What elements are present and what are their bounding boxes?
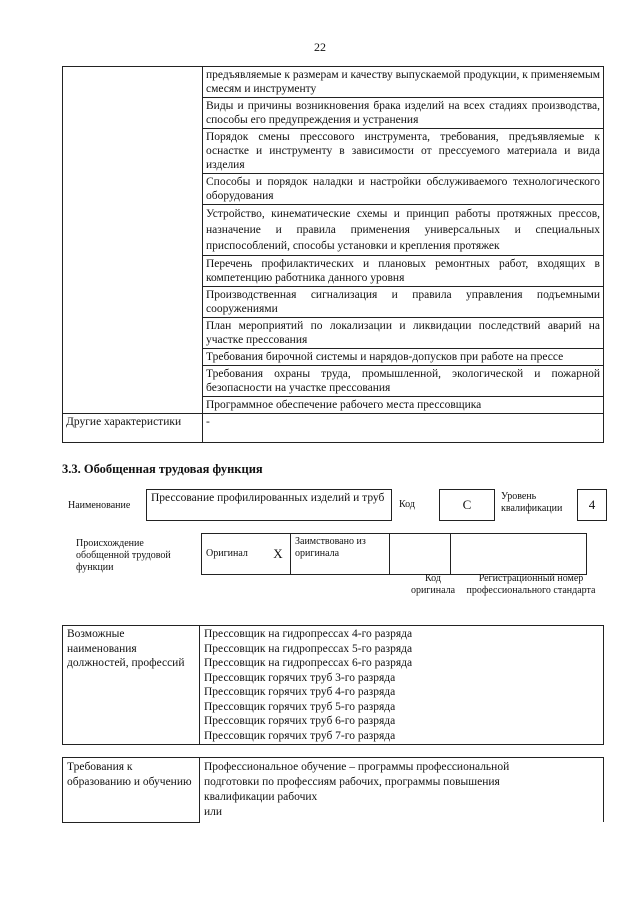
code-original-cell	[390, 534, 451, 575]
position-item: Прессовщик горячих труб 7-го разряда	[204, 729, 396, 742]
education-line: Профессиональное обучение – программы профессиональной	[204, 761, 510, 773]
knowledge-item: План мероприятий по локализации и ликвидации последствий аварий на участке прессования	[203, 318, 604, 349]
knowledge-item: Программное обеспечение рабочего места прессовщика	[203, 397, 604, 414]
function-name-field: Прессование профилированных изделий и труб	[146, 489, 392, 521]
education-line: или	[204, 806, 223, 818]
origin-label: Происхождение обобщенной трудовой функции	[76, 538, 171, 573]
knowledge-item: предъявляемые к размерам и качеству выпускаемой продукции, к применяемым смесям и инструменту	[203, 67, 604, 98]
naming-label: Наименование	[68, 500, 131, 511]
knowledge-item: Устройство, кинематические схемы и принцип работы протяжных прессов, назначение и правила применения универсальных и специальных приспособлений, способы установки и крепления протяжек	[203, 205, 604, 256]
other-characteristics-label: Другие характеристики	[63, 414, 203, 443]
other-characteristics-value: -	[203, 414, 604, 443]
position-item: Прессовщик горячих труб 3-го разряда	[204, 671, 396, 684]
position-item: Прессовщик на гидропрессах 5-го разряда	[204, 642, 413, 655]
knowledge-item: Требования охраны труда, промышленной, экологической и пожарной безопасности на участке прессования	[203, 366, 604, 397]
table-row	[63, 414, 604, 443]
knowledge-item: Требования бирочной системы и нарядов-допусков при работе на прессе	[203, 349, 604, 366]
education-line: подготовки по профессиям рабочих, программы повышения	[204, 776, 500, 788]
position-item: Прессовщик горячих труб 5-го разряда	[204, 700, 396, 713]
positions-label: Возможные наименования должностей, профессий	[63, 626, 200, 745]
education-line: квалификации рабочих	[204, 791, 318, 803]
position-item: Прессовщик на гидропрессах 4-го разряда	[204, 628, 413, 640]
knowledge-item: Способы и порядок наладки и настройки обслуживаемого технологического оборудования	[203, 174, 604, 205]
code-original-caption: Код оригинала	[410, 573, 456, 596]
knowledge-item: Порядок смены прессового инструмента, требования, предъявляемые к оснастке и инструменту в зависимости от прессуемого материала и вида изделия	[203, 129, 604, 174]
position-item: Прессовщик горячих труб 6-го разряда	[204, 715, 396, 727]
education-label: Требования к образованию и обучению	[63, 758, 200, 823]
education-table	[62, 757, 604, 823]
position-item: Прессовщик на гидропрессах 6-го разряда	[204, 657, 413, 669]
position-item: Прессовщик горячих труб 4-го разряда	[204, 686, 396, 698]
table-row	[63, 758, 604, 823]
table-row	[63, 626, 604, 745]
registration-caption: Регистрационный номер профессионального стандарта	[466, 573, 596, 596]
borrowed-label: Заимствовано из оригинала	[291, 534, 390, 575]
table-row	[202, 534, 587, 575]
knowledge-item: Виды и причины возникновения брака изделий на всех стадиях производства, способы его предупреждения и устранения	[203, 98, 604, 129]
positions-table	[62, 625, 604, 745]
knowledge-item: Производственная сигнализация и правила управления подъемными сооружениями	[203, 287, 604, 318]
knowledge-item: Перечень профилактических и плановых ремонтных работ, входящих в компетенцию работника данного уровня	[203, 256, 604, 287]
section-title: 3.3. Обобщенная трудовая функция	[62, 462, 263, 476]
positions-list	[200, 626, 604, 745]
level-label: Уровень квалификации	[501, 491, 563, 514]
registration-number-cell	[451, 534, 587, 575]
education-text	[200, 758, 604, 823]
knowledge-table	[62, 66, 604, 443]
level-value-field: 4	[577, 489, 607, 521]
original-mark: X	[266, 534, 291, 575]
code-label: Код	[399, 499, 415, 510]
original-label: Оригинал	[202, 534, 267, 575]
origin-table	[201, 533, 587, 575]
table-row	[63, 67, 604, 98]
empty-label-cell	[63, 67, 203, 414]
page-number: 22	[314, 40, 326, 54]
code-value-field: С	[439, 489, 495, 521]
